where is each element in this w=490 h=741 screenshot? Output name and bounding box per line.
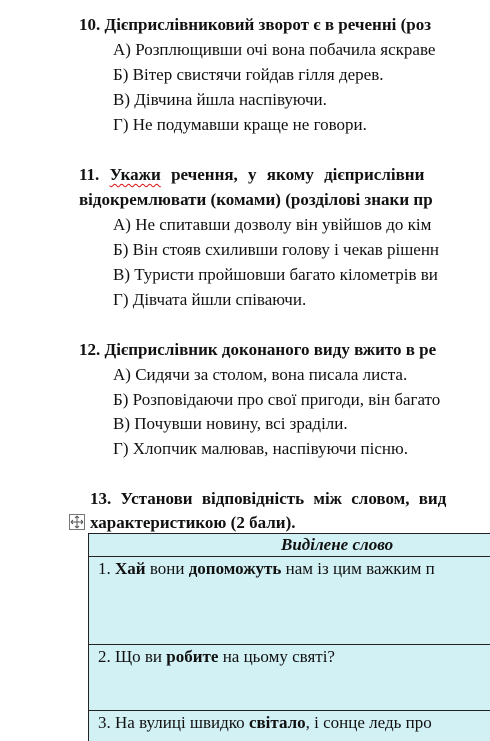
row-2-number: 2. [98, 647, 115, 666]
question-10-option-c: В) Дівчина йшла наспівуючи. [113, 90, 327, 109]
row-2-text-2: на цьому святі? [218, 647, 335, 666]
question-12-option-c: В) Почувши новину, всі зраділи. [113, 414, 348, 433]
question-11-title [79, 165, 424, 185]
row-1-text-2: нам із цим важким п [281, 559, 435, 578]
row-2-bold-word: робите [166, 647, 219, 666]
table-header-highlighted-word: Виділене слово [89, 534, 490, 557]
question-10-option-d: Г) Не подумавши краще не говори. [113, 115, 367, 134]
question-12-option-b: Б) Розповідаючи про свої пригоди, він багато [113, 390, 441, 409]
question-10-option-b: Б) Вітер свистячи гойдав гілля дерев. [113, 65, 384, 84]
table-row [89, 645, 490, 711]
row-1-bold-word-1: Хай [115, 559, 146, 578]
row-1-number: 1. [98, 559, 115, 578]
row-1-text-1: вони [145, 559, 189, 578]
question-11-title-line-2: відокремлювати (комами) (розділові знаки пр [79, 190, 433, 209]
question-10-title: 10. Дієприслівниковий зворот є в реченні (роз [79, 15, 432, 34]
table-row [89, 557, 490, 645]
row-3-text-2: , і сонце ледь про [305, 713, 432, 732]
row-3-text-1: На вулиці швидко [115, 713, 249, 732]
question-11-number: 11. [79, 165, 100, 184]
question-11-spellcheck-word: Укажи [109, 165, 161, 184]
question-11-option-c: В) Туристи пройшовши багато кілометрів ви [113, 265, 438, 284]
question-13-title: 13. Установи відповідність між словом, вид [90, 489, 447, 508]
question-11-option-d: Г) Дівчата йшли співаючи. [113, 290, 307, 309]
row-3-number: 3. [98, 713, 115, 732]
question-11-option-b: Б) Він стояв схиливши голову і чекав рішенн [113, 240, 440, 259]
table-row [89, 711, 490, 741]
matching-table [88, 533, 490, 741]
question-12-title: 12. Дієприслівник доконаного виду вжито в ре [79, 340, 437, 359]
row-3-bold-word: світало [248, 713, 306, 732]
question-11-title-rest: речення, у якому дієприслівни [160, 165, 425, 184]
question-11-option-a: А) Не спитавши дозволу він увійшов до кім [113, 215, 432, 234]
table-move-handle-icon[interactable] [69, 514, 85, 530]
row-2-text-1: Що ви [115, 647, 167, 666]
question-12-option-a: А) Сидячи за столом, вона писала листа. [113, 365, 408, 384]
question-13-title-line-2: характеристикою (2 бали). [90, 513, 296, 532]
question-10-option-a: А) Розплющивши очі вона побачила яскраве [113, 40, 436, 59]
question-12-option-d: Г) Хлопчик малював, наспівуючи пісню. [113, 439, 408, 458]
row-1-bold-word-2: допоможуть [188, 559, 282, 578]
